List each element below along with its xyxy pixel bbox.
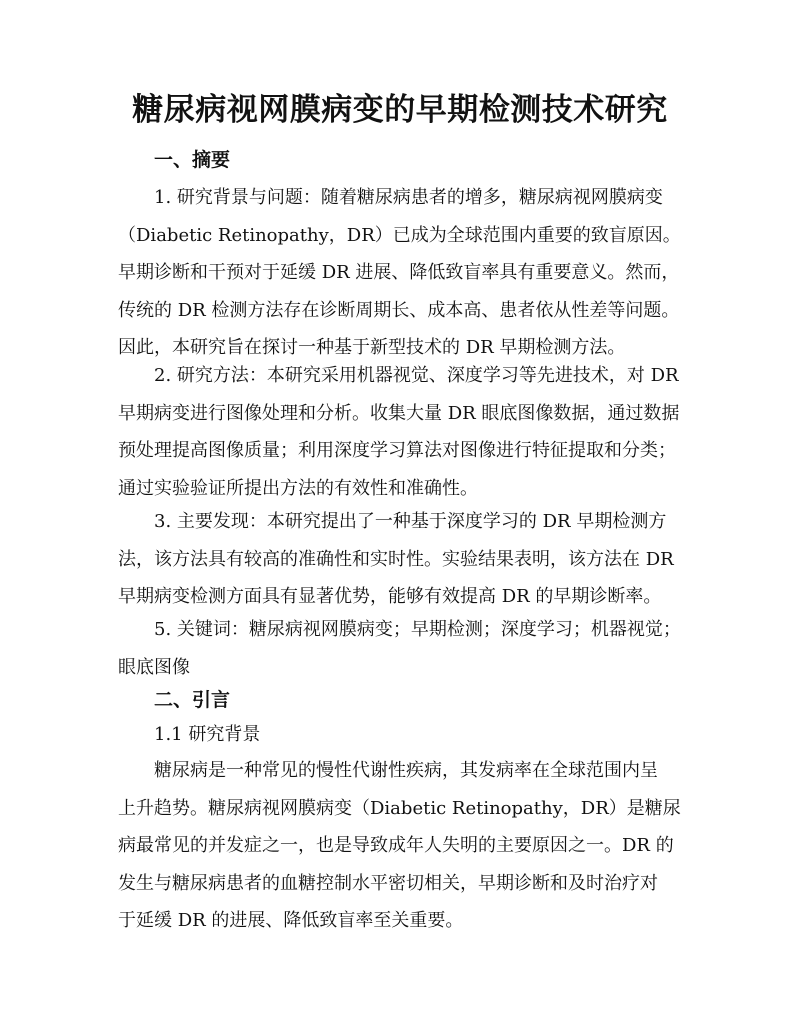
paragraph-line: 于延缓 DR 的进展、降低致盲率至关重要。 <box>118 910 464 932</box>
paragraph-line: 糖尿病是一种常见的慢性代谢性疾病，其发病率在全球范围内呈 <box>154 760 658 781</box>
paragraph-line: 发生与糖尿病患者的血糖控制水平密切相关，早期诊断和及时治疗对 <box>118 872 658 894</box>
paragraph-line: 法，该方法具有较高的准确性和实时性。实验结果表明，该方法在 DR <box>118 548 674 570</box>
abstract-paragraph-background <box>118 179 696 367</box>
paragraph-line: 眼底图像 <box>118 656 190 678</box>
paragraph-line: 1. 研究背景与问题：随着糖尿病患者的增多，糖尿病视网膜病变 <box>154 187 663 208</box>
abstract-paragraph-methods <box>118 357 696 507</box>
abstract-paragraph-keywords <box>118 611 696 686</box>
subsection-heading-background: 1.1 研究背景 <box>154 724 261 745</box>
paragraph-line: 病最常见的并发症之一，也是导致成年人失明的主要原因之一。DR 的 <box>118 835 674 857</box>
paragraph-line: 2. 研究方法：本研究采用机器视觉、深度学习等先进技术，对 DR <box>154 365 679 386</box>
paragraph-line: 早期病变检测方面具有显著优势，能够有效提高 DR 的早期诊断率。 <box>118 586 662 608</box>
paragraph-line: 通过实验验证所提出方法的有效性和准确性。 <box>118 477 478 499</box>
introduction-paragraph <box>118 752 696 940</box>
paragraph-line: （Diabetic Retinopathy，DR）已成为全球范围内重要的致盲原因。 <box>118 224 681 246</box>
paragraph-line: 预处理提高图像质量；利用深度学习算法对图像进行特征提取和分类； <box>118 440 676 462</box>
section-heading-abstract: 一、摘要 <box>154 149 231 171</box>
paragraph-line: 上升趋势。糖尿病视网膜病变（Diabetic Retinopathy，DR）是糖尿 <box>118 797 681 819</box>
abstract-paragraph-findings <box>118 503 696 616</box>
paragraph-line: 5. 关键词：糖尿病视网膜病变；早期检测；深度学习；机器视觉； <box>154 619 681 640</box>
paragraph-line: 早期病变进行图像处理和分析。收集大量 DR 眼底图像数据，通过数据 <box>118 402 680 424</box>
document-title: 糖尿病视网膜病变的早期检测技术研究 <box>132 92 668 128</box>
section-heading-introduction: 二、引言 <box>154 689 231 711</box>
paragraph-line: 早期诊断和干预对于延缓 DR 进展、降低致盲率具有重要意义。然而， <box>118 262 680 284</box>
paragraph-line: 因此，本研究旨在探讨一种基于新型技术的 DR 早期检测方法。 <box>118 337 626 359</box>
paragraph-line: 3. 主要发现：本研究提出了一种基于深度学习的 DR 早期检测方 <box>154 511 667 532</box>
paragraph-line: 传统的 DR 检测方法存在诊断周期长、成本高、患者依从性差等问题。 <box>118 299 680 321</box>
